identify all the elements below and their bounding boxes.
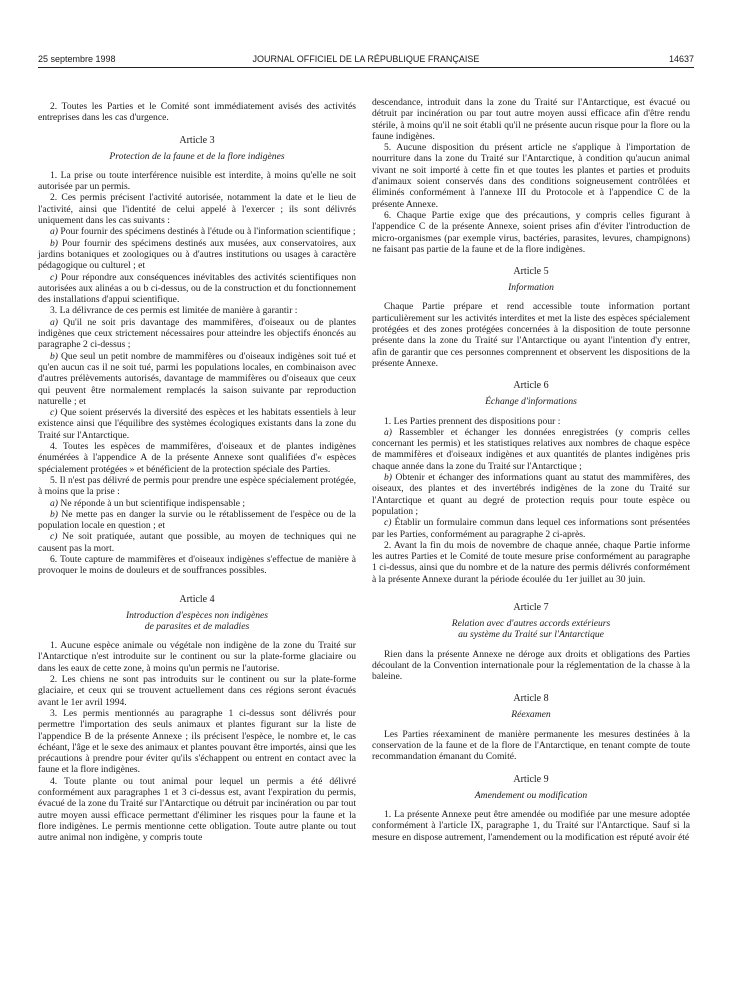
list-item	[38, 531, 356, 554]
paragraph: 3. Les permis mentionnés au paragraphe 1 ci-dessus sont délivrés pour permettre l'importation des seuls animaux et plantes figurant sur la liste de l'appendice B de la présente Annexe ; ils précisent l'espèce, le nombre et, le cas échéant, l'âge et le sexe des animaux et plantes pouvant être importés, ainsi que les précautions à prendre pour éviter qu'ils s'échappent ou entrent en contact avec la faune et la flore indigènes.	[38, 707, 356, 776]
article-4-subtitle: Introduction d'espèces non indigènes	[125, 609, 269, 621]
item-text: Rassembler et échanger les données enregistrées (y compris celles concernant les permis) et les statistiques relatives aux nombres de chaque espèce de mammifères et d'oiseaux indigènes et aux quantités de plantes indigènes pris chaque année dans la zone du Traité sur l'Antarctique ;	[372, 426, 690, 472]
paragraph: 1. Aucune espèce animale ou végétale non indigène de la zone du Traité sur l'Antarctique n'est introduite sur le continent ou sur la plate-forme glaciaire ou dans les eaux de cette zone, à moins qu'un permis ne l'autorise.	[38, 640, 356, 674]
item-text: Ne réponde à un but scientifique indispensable ;	[58, 497, 246, 509]
item-letter: a)	[50, 497, 58, 509]
spacer	[38, 577, 356, 583]
item-text: Que seul un petit nombre de mammifères ou d'oiseaux indigènes soit tué et qu'en aucun cas il ne soit tué, parmi les populations locales, en combinaison avec d'autres prélèvements autorisés, davantage de mammifères ou d'oiseaux que ceux qui peuvent être normalement remplacés la saison suivante par reproduction naturelle ; et	[38, 350, 356, 407]
item-text: Qu'il ne soit pris davantage des mammifères, d'oiseaux ou de plantes indigènes que ceux strictement nécessaires pour atteindre les objectifs énoncés au paragraphe 2 ci-dessus ;	[38, 316, 356, 351]
item-text: Que soient préservés la diversité des espèces et les habitats essentiels à leur existence ainsi que l'équilibre des systèmes écologiques existants dans la zone du Traité sur l'Antarctique.	[38, 407, 356, 441]
list-item	[38, 509, 356, 532]
item-letter: b)	[384, 472, 392, 484]
list-item	[38, 317, 356, 351]
paragraph: 2. Ces permis précisent l'activité autorisée, notamment la date et le lieu de l'activité, ainsi que l'identité de celui appelé à l'exercer ; ils sont délivrés uniquement dans les cas suivants :	[38, 192, 356, 227]
article-6-subtitle: Échange d'informations	[485, 396, 577, 408]
paragraph: 6. Chaque Partie exige que des précautions, y compris celles figurant à l'appendice C de la présente Annexe, soient prises afin d'éviter l'introduction de micro-organismes (par exemple virus, bactéries, parasites, levures, champignons) ne faisant pas partie de la faune et de la flore indigènes.	[372, 209, 690, 255]
item-letter: c)	[384, 517, 392, 529]
paragraph: 1. La présente Annexe peut être amendée ou modifiée par une mesure adoptée conformément à l'article IX, paragraphe 1, du Traité sur l'Antarctique. Sauf si la mesure en dispose autrement, l'amendement ou la modification est réputé avoir été	[372, 808, 690, 843]
item-letter: a)	[50, 316, 58, 328]
right-column	[372, 97, 690, 843]
article-4-title: Article 4	[179, 593, 215, 605]
paragraph: 4. Toutes les espèces de mammifères, d'oiseaux et de plantes indigènes énumérées à l'appendice A de la présente Annexe sont qualifiées d'« espèces spécialement protégées » et bénéficient de la protection spéciale des Parties.	[38, 441, 356, 475]
item-text: Ne mette pas en danger la survie ou le rétablissement de l'espèce ou de la population locale en question ; et	[38, 508, 356, 532]
paragraph: 5. Il n'est pas délivré de permis pour prendre une espèce spécialement protégée, à moins que la prise :	[38, 474, 356, 498]
left-column	[38, 101, 356, 844]
item-text: Pour fournir des spécimens destinés aux musées, aux conservatoires, aux jardins botaniques et zoologiques ou à d'autres institutions ou usages à caractère pédagogique ou culturel ; et	[38, 237, 356, 272]
article-7-subtitle-line2: au système du Traité sur l'Antarctique	[458, 629, 604, 641]
page-header	[38, 54, 694, 68]
item-letter: b)	[50, 350, 58, 362]
article-5-subtitle: Information	[508, 282, 554, 294]
list-item	[38, 407, 356, 441]
list-item	[372, 427, 690, 472]
list-item	[38, 351, 356, 407]
article-6-title: Article 6	[513, 380, 549, 392]
article-3-title: Article 3	[179, 134, 215, 146]
list-item	[38, 498, 356, 509]
paragraph: Chaque Partie prépare et rend accessible toute information portant particulièrement sur les activités interdites et met la liste des espèces spécialement protégées et des zones protégées concernées à la disposition de toute personne présente dans la zone du Traité sur l'Antarctique ou ayant l'intention d'y entrer, afin de garantir que ces personnes comprennent et observent les dispositions de la présente Annexe.	[372, 301, 690, 369]
paragraph: Les Parties réexaminent de manière permanente les mesures destinées à la conservation de la faune et de la flore de l'Antarctique, en tenant compte de toute recommandation émanant du Comité.	[372, 728, 690, 763]
article-8-title: Article 8	[513, 693, 549, 705]
article-7-title: Article 7	[513, 601, 549, 613]
header-rule	[38, 67, 694, 68]
item-letter: c)	[50, 531, 58, 543]
paragraph: 1. La prise ou toute interférence nuisible est interdite, à moins qu'elle ne soit autorisée par un permis.	[38, 169, 356, 193]
item-text: Ne soit pratiquée, autant que possible, au moyen de techniques qui ne causent pas la mort.	[38, 531, 356, 554]
item-text: Pour répondre aux conséquences inévitables des activités scientifiques non autorisées aux alinéas a ou b ci-dessus, ou de la construction et du fonctionnement des installations d'appui scientifique.	[38, 271, 356, 306]
item-letter: c)	[50, 271, 58, 283]
paragraph: 1. Les Parties prennent des dispositions pour :	[384, 415, 561, 427]
list-item	[38, 238, 356, 272]
list-item	[38, 272, 356, 306]
article-8-subtitle: Réexamen	[511, 709, 551, 721]
list-item	[372, 472, 690, 517]
list-item	[38, 226, 356, 237]
paragraph: 3. La délivrance de ces permis est limitée de manière à garantir :	[50, 305, 298, 317]
list-item	[372, 517, 690, 540]
paragraph: Rien dans la présente Annexe ne déroge aux droits et obligations des Parties découlant de la Convention internationale pour la réglementation de la chasse à la baleine.	[372, 648, 690, 683]
paragraph: 4. Toute plante ou tout animal pour lequel un permis a été délivré conformément aux paragraphes 1 et 3 ci-dessus est, avant l'expiration du permis, évacué de la zone du Traité sur l'Antarctique ou détruit par incinération ou par tout autre moyen aussi efficace permettant d'éliminer les risques pour la faune et la flore indigènes. Le permis mentionne cette obligation. Toute autre plante ou tout autre animal non indigène, y compris toute	[38, 775, 356, 844]
item-text: Obtenir et échanger des informations quant au statut des mammifères, des oiseaux, des plantes et des invertébrés indigènes de la zone du Traité sur l'Antarctique et quant au degré de protection requis pour toute espèce ou population ;	[372, 472, 690, 517]
article-9-subtitle: Amendement ou modification	[474, 789, 588, 801]
spacer	[372, 585, 690, 591]
header-date: 25 septembre 1998	[38, 54, 116, 64]
item-letter: a)	[50, 226, 58, 238]
article-3-subtitle: Protection de la faune et de la flore indigènes	[109, 150, 285, 162]
paragraph: 2. Toutes les Parties et le Comité sont immédiatement avisés des activités entreprises dans les cas d'urgence.	[38, 101, 356, 124]
article-9-title: Article 9	[513, 773, 549, 785]
item-letter: c)	[50, 407, 58, 419]
item-letter: a)	[384, 426, 392, 438]
paragraph: 2. Les chiens ne sont pas introduits sur le continent ou sur la plate-forme glaciaire, et ceux qui se trouvent actuellement dans ces régions seront évacués avant le 1er avril 1994.	[38, 674, 356, 708]
article-4-subtitle-line2: de parasites et de maladies	[144, 620, 250, 632]
paragraph: 2. Avant la fin du mois de novembre de chaque année, chaque Partie informe les autres Parties et le Comité de toute mesure prise conformément au paragraphe 1 ci-dessus, ainsi que du nombre et de la nature des permis délivrés conformément à la présente Annexe durant la période écoulée du 1er juillet au 30 juin.	[372, 539, 690, 585]
header-title: JOURNAL OFFICIEL DE LA RÉPUBLIQUE FRANÇAISE	[252, 54, 480, 64]
item-text: Établir un formulaire commun dans lequel ces informations sont présentées par les Parties, conformément au paragraphe 2 ci-après.	[372, 517, 690, 540]
paragraph: 5. Aucune disposition du présent article ne s'applique à l'importation de nourriture dans la zone du Traité sur l'Antarctique, à condition qu'aucun animal vivant ne soit importé à cette fin et que toutes les plantes et parties et produits d'animaux soient conservés dans des conditions soigneusement contrôlées et éliminés conformément à l'annexe III du Protocole et à l'appendice C de la présente Annexe.	[372, 142, 690, 210]
article-7-subtitle: Relation avec d'autres accords extérieurs	[451, 617, 611, 629]
article-5-title: Article 5	[513, 266, 549, 278]
item-letter: b)	[50, 237, 58, 249]
item-letter: b)	[50, 508, 58, 520]
header-page-number: 14637	[668, 54, 694, 64]
paragraph: descendance, introduit dans la zone du Traité sur l'Antarctique, est évacué ou détruit par incinération ou par tout autre moyen aussi efficace afin d'être rendu stérile, à moins qu'il ne soit établi qu'il ne présente aucun risque pour la flore ou la faune indigènes.	[372, 97, 690, 142]
paragraph: 6. Toute capture de mammifères et d'oiseaux indigènes s'effectue de manière à provoquer le moins de douleurs et de souffrances possibles.	[38, 553, 356, 577]
item-text: Pour fournir des spécimens destinés à l'étude ou à l'information scientifique ;	[58, 226, 356, 238]
